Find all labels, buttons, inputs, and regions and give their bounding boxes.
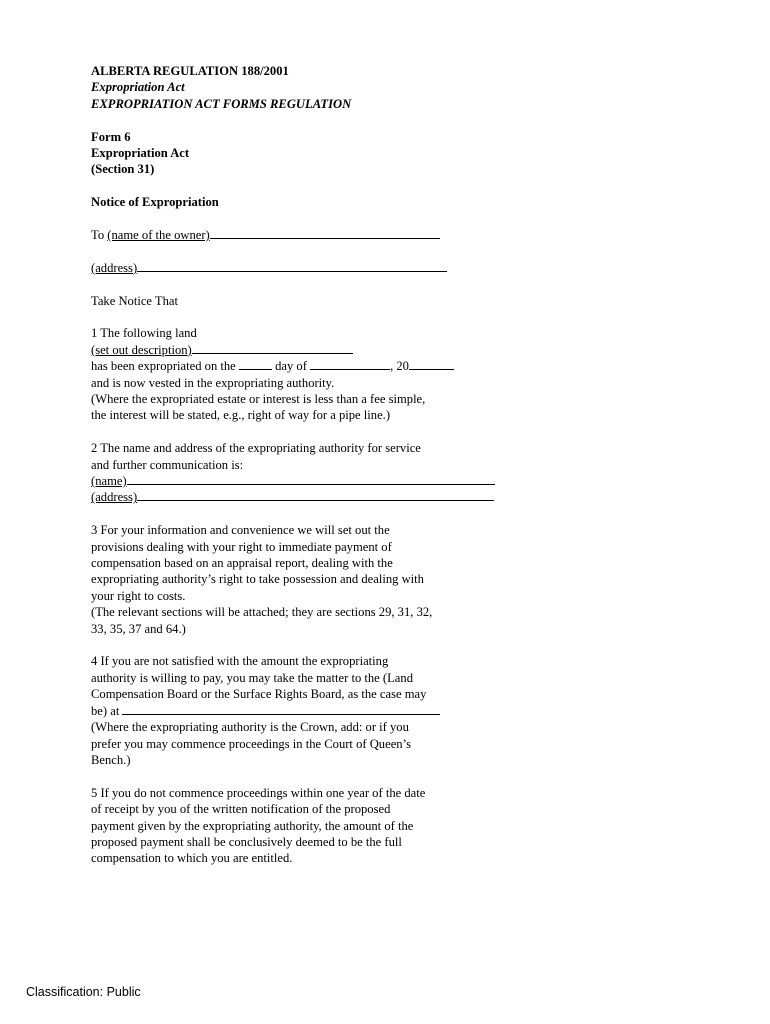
para4-line7: Bench.) [91,752,131,767]
authority-address-blank [137,489,494,501]
authority-name-blank [127,473,495,485]
to-label: To [91,228,105,243]
owner-address-placeholder: (address) [91,260,138,275]
para5-line: compensation to which you are entitled. [91,851,293,866]
para3-line: compensation based on an appraisal report, dealing with the [91,556,393,571]
form-section: (Section 31) [91,162,155,177]
regulation-name: EXPROPRIATION ACT FORMS REGULATION [91,96,352,111]
form-act: Expropriation Act [91,146,190,161]
para4-line2: authority is willing to pay, you may take the matter to the (Land [91,670,413,685]
para4-line6: prefer you may commence proceedings in the Court of Queen’s [91,736,411,751]
para3-line: expropriating authority’s right to take possession and dealing with [91,572,424,587]
para1-line4: and is now vested in the expropriating authority. [91,375,335,390]
form-title: Notice of Expropriation [91,195,219,210]
board-location-blank [122,703,440,715]
description-placeholder: (set out description) [91,342,192,357]
para4-line1: 4 If you are not satisfied with the amount the expropriating [91,654,389,669]
authority-address-line [91,489,531,505]
para3-line: (The relevant sections will be attached; they are sections 29, 31, 32, [91,605,433,620]
board-location-line: be) at [91,703,531,719]
form-document [91,63,531,867]
authority-name-placeholder: (name) [91,474,127,489]
month-blank [310,358,390,370]
expropriation-date-line: has been expropriated on the day of , 20 [91,358,531,374]
para1-line6: the interest will be stated, e.g., right of way for a pipe line.) [91,408,391,423]
authority-address-placeholder: (address) [91,490,138,505]
description-blank [192,342,353,354]
para4-line5: (Where the expropriating authority is the Crown, add: or if you [91,720,409,735]
classification-footer: Classification: Public [26,985,141,999]
year-blank [409,358,454,370]
regulation-number: ALBERTA REGULATION 188/2001 [91,64,289,78]
para1-line5: (Where the expropriated estate or interest is less than a fee simple, [91,392,426,407]
para4-line3: Compensation Board or the Surface Rights Board, as the case may [91,687,427,702]
para5-line: 5 If you do not commence proceedings within one year of the date [91,785,426,800]
para1-line1: 1 The following land [91,326,197,341]
day-blank [239,358,272,370]
take-notice: Take Notice That [91,293,179,308]
form-number: Form 6 [91,129,131,144]
owner-line [91,227,531,243]
act-name: Expropriation Act [91,80,185,95]
owner-blank [210,227,440,239]
owner-address-blank [137,260,447,272]
para5-line: payment given by the expropriating authority, the amount of the [91,818,414,833]
para2-line2: and further communication is: [91,457,244,472]
authority-name-line [91,473,531,489]
para3-line: 33, 35, 37 and 64.) [91,621,186,636]
owner-placeholder: (name of the owner) [107,228,210,243]
para3-line: provisions dealing with your right to immediate payment of [91,539,392,554]
para3-line: your right to costs. [91,588,186,603]
owner-address-line [91,260,531,276]
description-line [91,342,531,358]
para3-line: 3 For your information and convenience we will set out the [91,523,390,538]
para5-line: proposed payment shall be conclusively deemed to be the full [91,834,402,849]
para2-line1: 2 The name and address of the expropriating authority for service [91,441,421,456]
para5-line: of receipt by you of the written notification of the proposed [91,802,391,817]
